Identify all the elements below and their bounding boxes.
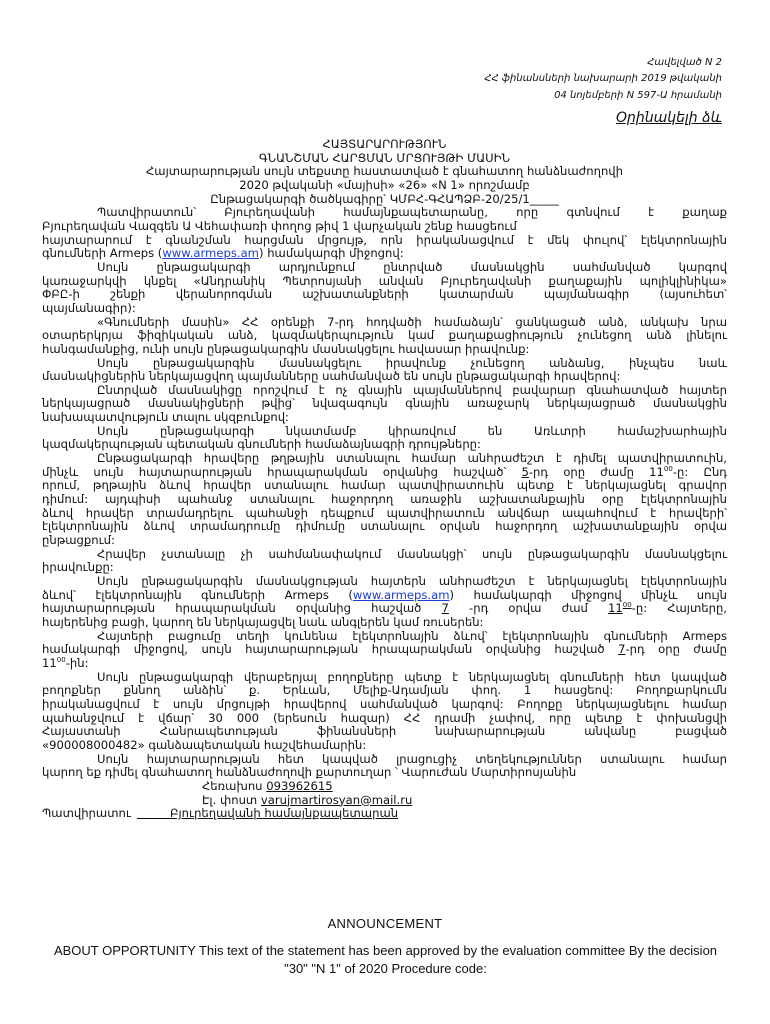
paragraph-line: կարող եք դիմել գնահատող հանձնաժողովի քարտուղար ՝ Վարուժան Մարտիրոսյանին <box>42 765 577 780</box>
text-span: -ը: Հայտերը, <box>631 601 727 616</box>
appendix-number: Հավելված N 2 <box>647 57 722 68</box>
paragraph-line: պահանջվում է վճար՝ 30 000 (երեսուն հազար) ՀՀ դրամի չափով, որը պետք է փոխանցվի <box>42 710 727 725</box>
paragraph-line: նախապատվություն տալու սկզբունքով: <box>42 410 289 425</box>
text-span: -ը: Ընդ <box>672 464 727 479</box>
email-label: Էլ. փոստ <box>202 792 261 807</box>
paragraph-line: Սույն ընթացակարգի վերաբերյալ բողոքները պետք է ներկայացնել գնումների հետ կապված <box>97 669 727 684</box>
text-span: մինչև սույն հայտարարության հրապարակման օրվանից հաշված՝ <box>42 464 522 479</box>
procedure-code: Ընթացակարգի ծածկագիրը՝ ԿՄԲՀ-ԳՀԱՊՁԲ-20/25/1_____ <box>210 191 559 206</box>
client-name <box>137 807 527 821</box>
announcement-body <box>42 138 727 821</box>
paragraph-line <box>42 466 727 480</box>
text-span: -րդ օրը ժամը <box>625 642 728 657</box>
paragraph-line: բողոքներ քննող անձին՝ ք. Երևան, Մելիք-Ադամյան փող. 1 հասցեով: Բողոքարկումն <box>42 683 727 698</box>
text-span: ) համակարգի միջոցով: <box>258 246 404 261</box>
deadline-day: 5 <box>521 464 529 479</box>
contact-email <box>42 794 727 808</box>
english-title: ANNOUNCEMENT <box>327 916 443 931</box>
opening-day: 7 <box>618 642 626 657</box>
paragraph-line: էլեկտրոնային ձևով տրամադրումը դիմումը ստանալու օրվան հաջորդող աշխատանքային օրվա <box>42 519 727 534</box>
paragraph-line: Ընթացակարգի հրավերը թղթային ստանալու համար անհրաժեշտ է դիմել պատվիրատուին, <box>97 451 727 466</box>
text-span: -ին: <box>65 655 89 670</box>
client-label: Պատվիրատու <box>42 806 131 821</box>
text-span: -րդ օրվա ժամ <box>448 601 608 616</box>
paragraph-line <box>42 589 727 603</box>
time-minutes: 00 <box>56 656 66 665</box>
paragraph-line: Սույն ընթացակարգի արդյունքում ընտրված մասնակցին սահմանված կարգով <box>97 259 727 274</box>
phone-number: 093962615 <box>266 778 333 793</box>
paragraph-line: դիմում: այդպիսի պահանջ ստանալու հաջորդող առաջին աշխատանքային օրը էլեկտրոնային <box>42 492 727 507</box>
client-value: Բյուրեղավանի համայնքապետարան <box>170 806 399 821</box>
armeps-link[interactable]: www.armeps.am <box>162 246 259 261</box>
paragraph-line: ներկայացրած մասնակիցների թվից՝ նվազագույն գնային առաջարկ ներկայացրած մասնակցին <box>42 396 727 411</box>
paragraph-line: Պատվիրատուն՝ Բյուրեղավանի համայնքապետարանը, որը գտնվում է քաղաք <box>97 205 727 220</box>
text-span: գնումների Armeps ( <box>42 246 163 261</box>
paragraph-line: Սույն հայտարարության հետ կապված լրացուցիչ տեղեկություններ ստանալու համար <box>97 751 727 766</box>
opening-hour: 11 <box>42 655 57 670</box>
paragraph-line: Հայաստանի Հանրապետության ֆինանսների նախարարության անվանը բացված <box>42 724 727 739</box>
client-signature-line <box>42 807 727 821</box>
paragraph-line: որում, թղթային ձևով հրավեր ստանալու համար պատվիրատուին պետք է ներկայացնել գրավոր <box>42 478 727 493</box>
paragraph-line <box>42 602 727 616</box>
paragraph-line: Հրավեր չստանալը չի սահմանափակում մասնակցի՝ սույն ընթացակարգին մասնակցելու <box>97 546 727 561</box>
english-intro: ABOUT OPPORTUNITY This text of the statement has been approved by the evaluation committee By the decision "30" "N 1" of 2020 Procedure code: <box>53 943 718 976</box>
approval-line: Հայտարարության սույն տեքստը հաստատված է գնահատող հանձնաժողովի <box>145 164 624 179</box>
time-minutes: 00 <box>663 464 673 473</box>
paragraph-line: հայերենից բացի, կարող են ներկայացվել նաև անգլերեն կամ ռուսերեն: <box>42 614 484 629</box>
doc-title: ՀԱՅՏԱՐԱՐՈՒԹՅՈՒՆ <box>322 137 447 151</box>
contact-phone <box>42 780 727 794</box>
paragraph-line: Հայտերի բացումը տեղի կունենա էլեկտրոնային ձևով՝ էլեկտրոնային գնումների Armeps <box>97 628 727 643</box>
paragraph-line: Սույն ընթացակարգին մասնակցության հայտերն անհրաժեշտ է ներկայացնել էլեկտրոնային <box>97 574 727 588</box>
email-link[interactable]: varujmartirosyan@mail.ru <box>260 792 413 807</box>
text-span: ) համակարգի միջոցով մինչև սույն <box>449 587 727 602</box>
decision-line: 2020 թվականի «մայիսի» «26» «N 1» որոշմամբ <box>239 177 530 192</box>
order-reference-line1: ՀՀ ֆինանսների նախարարի 2019 թվականի <box>484 73 722 84</box>
paragraph-line: Ընտրված մասնակիցը որոշվում է ոչ գնային պայմաններով բավարար գնահատված հայտեր <box>97 382 727 397</box>
paragraph-line <box>42 643 727 657</box>
order-reference-line2: 04 նոյեմբերի N 597-Ա հրամանի <box>554 90 722 101</box>
paragraph-line: ՓԲԸ-ի շենքի վերանորոգման աշխատանքների կատարման պայմանագիր (այսուհետ՝ <box>42 287 727 302</box>
doc-subtitle: ԳՆԱՆՇՄԱՆ ՀԱՐՑՄԱՆ ՄՐՑՈՒՅԹԻ ՄԱՍԻՆ <box>258 150 511 165</box>
phone-label: Հեռախոս <box>202 778 267 793</box>
paragraph-line: օտարերկրյա ֆիզիկական անձ, կազմակերպություն կամ քաղաքացիություն չունեցող անձ լինելու <box>42 328 727 343</box>
paragraph-line: մասնակիցներին ներկայացվող պայմանները սահմանված են սույն ընթացակարգի հրավերով: <box>42 369 621 384</box>
paragraph-line: կազմակերպության պետական գնումների համաձայնագրի դրույթները: <box>42 437 481 452</box>
time-minutes: 00 <box>622 601 632 610</box>
paragraph-line: ընթացքում: <box>42 533 115 548</box>
paragraph-line: իրականացվում է սույն մրցույթի հրավերով սահմանված կարգով: Բողոքը ներկայացնելու համար <box>42 696 727 711</box>
paragraph-line: Սույն ընթացակարգին մասնակցելու իրավունք չունեցող անձանց, ինչպես նաև <box>97 355 727 370</box>
deadline-day: 7 <box>441 601 449 616</box>
paragraph-line: «900008000482» գանձապետական հաշվեհամարին: <box>42 737 367 752</box>
paragraph-line: Սույն ընթացակարգի նկատմամբ կիրառվում են Առևտրի համաշխարհային <box>97 423 727 438</box>
paragraph-line <box>42 657 727 671</box>
paragraph-line: ձևով հրավեր տրամադրելու պահանջի դեպքում պատվիրատուն անվճար ապահովում է հրավերի՝ <box>42 505 727 520</box>
deadline-hour: 11 <box>607 601 623 616</box>
paragraph-line: իրավունքը: <box>42 560 114 575</box>
text-span: համակարգի միջոցով, սույն հայտարարության հրապարակման օրվանից հաշված <box>42 642 619 657</box>
text-span: ձևով՝ էլեկտրոնային գնումների Armeps ( <box>42 587 353 602</box>
text-span: -րդ օրը ժամը 11 <box>528 464 664 479</box>
paragraph-line <box>42 247 727 261</box>
paragraph-line: հայտարարում է գնանշման հարցման մրցույթ, որն իրականացվում է մեկ փուլով՝ էլեկտրոնային <box>42 232 727 247</box>
paragraph-line: հանգամանքից, ունի սույն ընթացակարգին մասնակցելու հավասար իրավունք: <box>42 341 530 356</box>
paragraph-line: «Գնումների մասին» ՀՀ օրենքի 7-րդ հոդվածի համաձայն՝ ցանկացած անձ, անկախ նրա <box>97 314 727 329</box>
text-span: հայտարարության հրապարակման օրվանից հաշված <box>42 601 442 616</box>
paragraph-line: Բյուրեղավան Վազգեն Ա Վեհափառի փողոց թիվ 1 վարչական շենք հասցեում <box>42 218 517 233</box>
paragraph-line: պայմանագիր): <box>42 300 136 315</box>
sample-form-label: Օրինակելի ձև <box>615 110 722 126</box>
armeps-link[interactable]: www.armeps.am <box>352 587 450 602</box>
paragraph-line: կառաջարկվի կնքել «Անդրանիկ Պետրոսյանի անվան Բյուրեղավանի քաղաքային պոլիկլինիկա» <box>42 273 727 288</box>
